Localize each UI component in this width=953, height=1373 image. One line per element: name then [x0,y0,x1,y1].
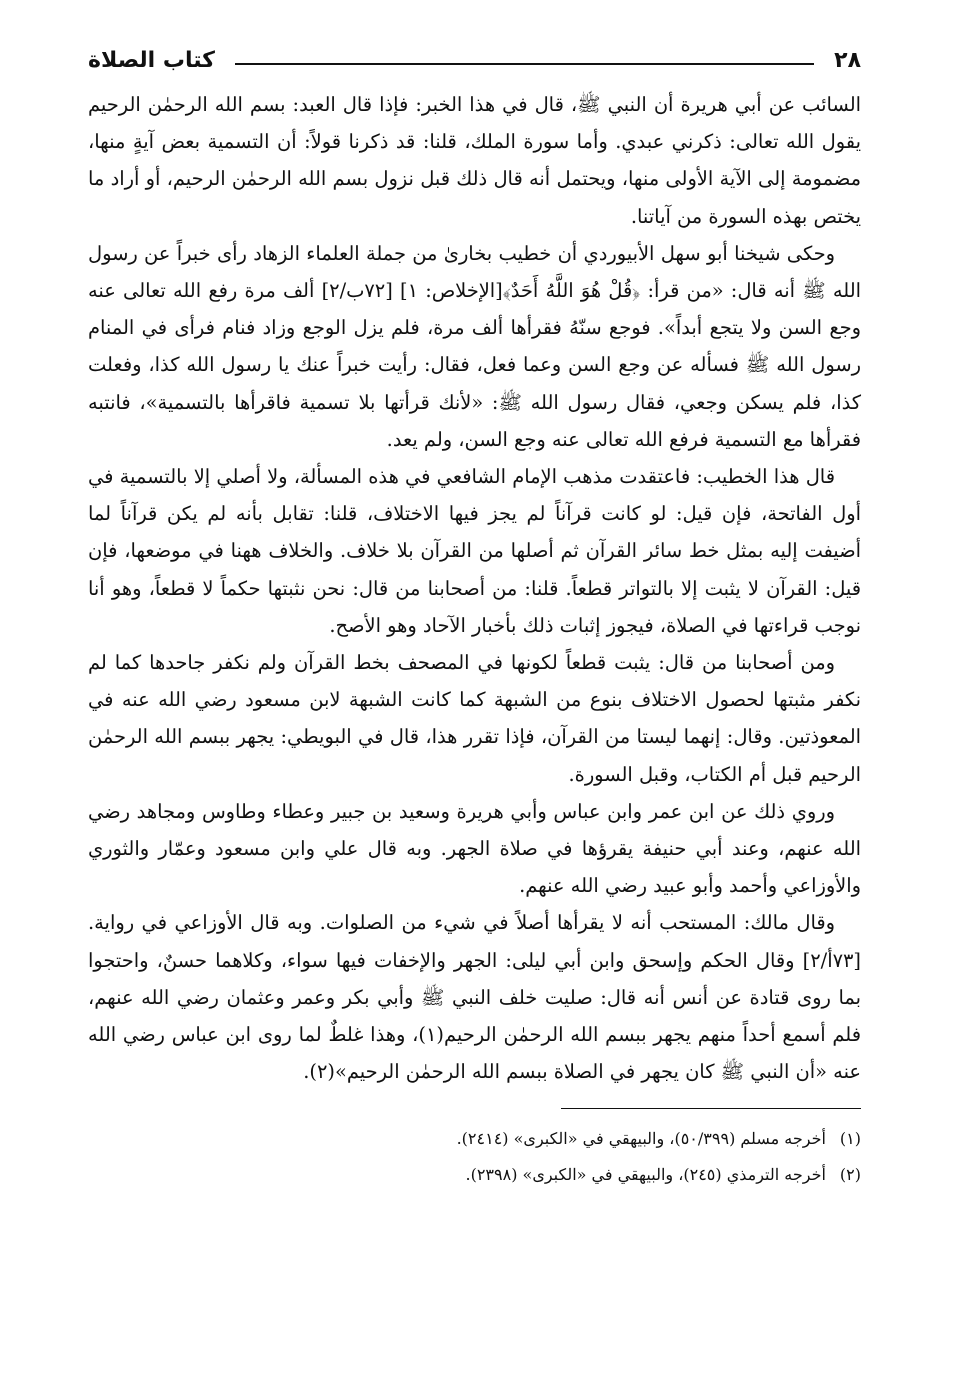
paragraph: قال هذا الخطيب: فاعتقدت مذهب الإمام الشافعي في هذه المسألة، ولا أصلي إلا بالتسمية في أول الفاتحة، فإن قيل: لو كانت قرآناً لم يجز فيها الاختلاف، قلنا: تقابل بأنه لم يكن قرآناً لما أضيفت إليه بمثل خط سائر القرآن ثم أصلها من القرآن بلا خلاف. والخلاف ههنا في موضعها، فإن قيل: القرآن لا يثبت إلا بالتواتر قطعاً. قلنا: من أصحابنا من قال: نحن نثبتها حكماً لا قطعاً، وهو أنا نوجب قراءتها في الصلاة، فيجوز إثبات ذلك بأخبار الآحاد وهو الأصح. [88,465,861,637]
running-header [88,40,861,80]
footnote-item [88,1121,861,1157]
footnote-text: أخرجه الترمذي (٢٤٥)، والبيهقي في «الكبرى» (٢٣٩٨). [465,1165,826,1185]
footnote-number: (٢) [839,1165,861,1185]
paragraph: وحكى شيخنا أبو سهل الأبيوردي أن خطيب بخارىٰ من جملة العلماء الزهاد رأى خبراً عن رسول الله ﷺ أنه قال: «من قرأ: ﴿قُلْ هُوَ اللَّهُ أَحَدٌ﴾[الإخلاص: ١] [٧٢ب/٢] ألف مرة رفع الله تعالى عنه وجع السن ولا يتجع أبداً». فوجع سنّهُ فقرأها ألف مرة، فلم يزل الوجع وزاد فنام فرأى في المنام رسول الله ﷺ فسأله عن وجع السن وعما فعل، فقال: رأيت خبراً عنك يا رسول الله كذا، وفعلت كذا، فلم يسكن وجعي، فقال رسول الله ﷺ: «لأنك قرأتها بلا تسمية فاقرأها بالتسمية»، فانتبه فقرأها مع التسمية فرفع الله تعالى عنه وجع السن، ولم يعد. [88,241,861,451]
footnote-text: أخرجه مسلم (٥٠/٣٩٩)، والبيهقي في «الكبرى» (٢٤١٤). [456,1129,826,1149]
chapter-title: كتاب الصلاة [88,47,215,73]
main-text [88,86,861,1090]
paragraph: وروي ذلك عن ابن عمر وابن عباس وأبي هريرة وسعيد بن جبير وعطاء وطاوس ومجاهد رضي الله عنهم، وعند أبي حنيفة يقرؤها في صلاة الجهر. وبه قال علي وابن مسعود وعمّار والثوري والأوزاعي وأحمد وأبو عبيد رضي الله عنهم. [88,799,861,898]
footnotes [88,1108,861,1193]
footnote-item [88,1157,861,1193]
paragraph: السائب عن أبي هريرة أن النبي ﷺ، قال في هذا الخبر: فإذا قال العبد: بسم الله الرحمٰن الرحيم يقول الله تعالى: ذكرني عبدي. وأما سورة الملك، قلنا: قد ذكرنا قولاً: أن التسمية بعض آيةٍ منها، مضمومة إلى الآية الأولى منها، ويحتمل أنه قال ذلك قبل نزول بسم الله الرحمٰن الرحيم، أو أراد ما يختص بهذه السورة من آياتنا. [88,93,862,228]
footnote-separator [561,1108,861,1109]
footnote-number: (١) [839,1129,861,1149]
paragraph: ومن أصحابنا من قال: يثبت قطعاً لكونها في المصحف بخط القرآن ولم نكفر جاحدها كما لم نكفر مثبتها لحصول الاختلاف بنوع من الشبهة كما كانت الشبهة لابن مسعود رضي الله عنه في المعوذتين. وقال: إنهما ليستا من القرآن، فإذا تقرر هذا، قال في البويطي: يجهر ببسم الله الرحمٰن الرحيم قبل أم الكتاب، وقبل السورة. [88,651,861,786]
paragraph: وقال مالك: المستحب أنه لا يقرأها أصلاً في شيء من الصلوات. وبه قال الأوزاعي في رواية. [٧٣أ/٢] وقال الحكم وإسحق وابن أبي ليلى: الجهر والإخفات فيها سواء، وكلاهما حسنٌ، واحتجوا بما روى قتادة عن أنس أنه قال: صليت خلف النبي ﷺ وأبي بكر وعمر وعثمان رضي الله عنهم، فلم أسمع أحداً منهم يجهر ببسم الله الرحمٰن الرحيم(١)، وهذا غلطٌ لما روى ابن عباس رضي الله عنه «أن النبي ﷺ كان يجهر في الصلاة ببسم الله الرحمٰن الرحيم»(٢). [88,911,861,1084]
page-number: ٢٨ [834,47,861,73]
header-rule [235,63,814,65]
book-page [88,40,861,1353]
